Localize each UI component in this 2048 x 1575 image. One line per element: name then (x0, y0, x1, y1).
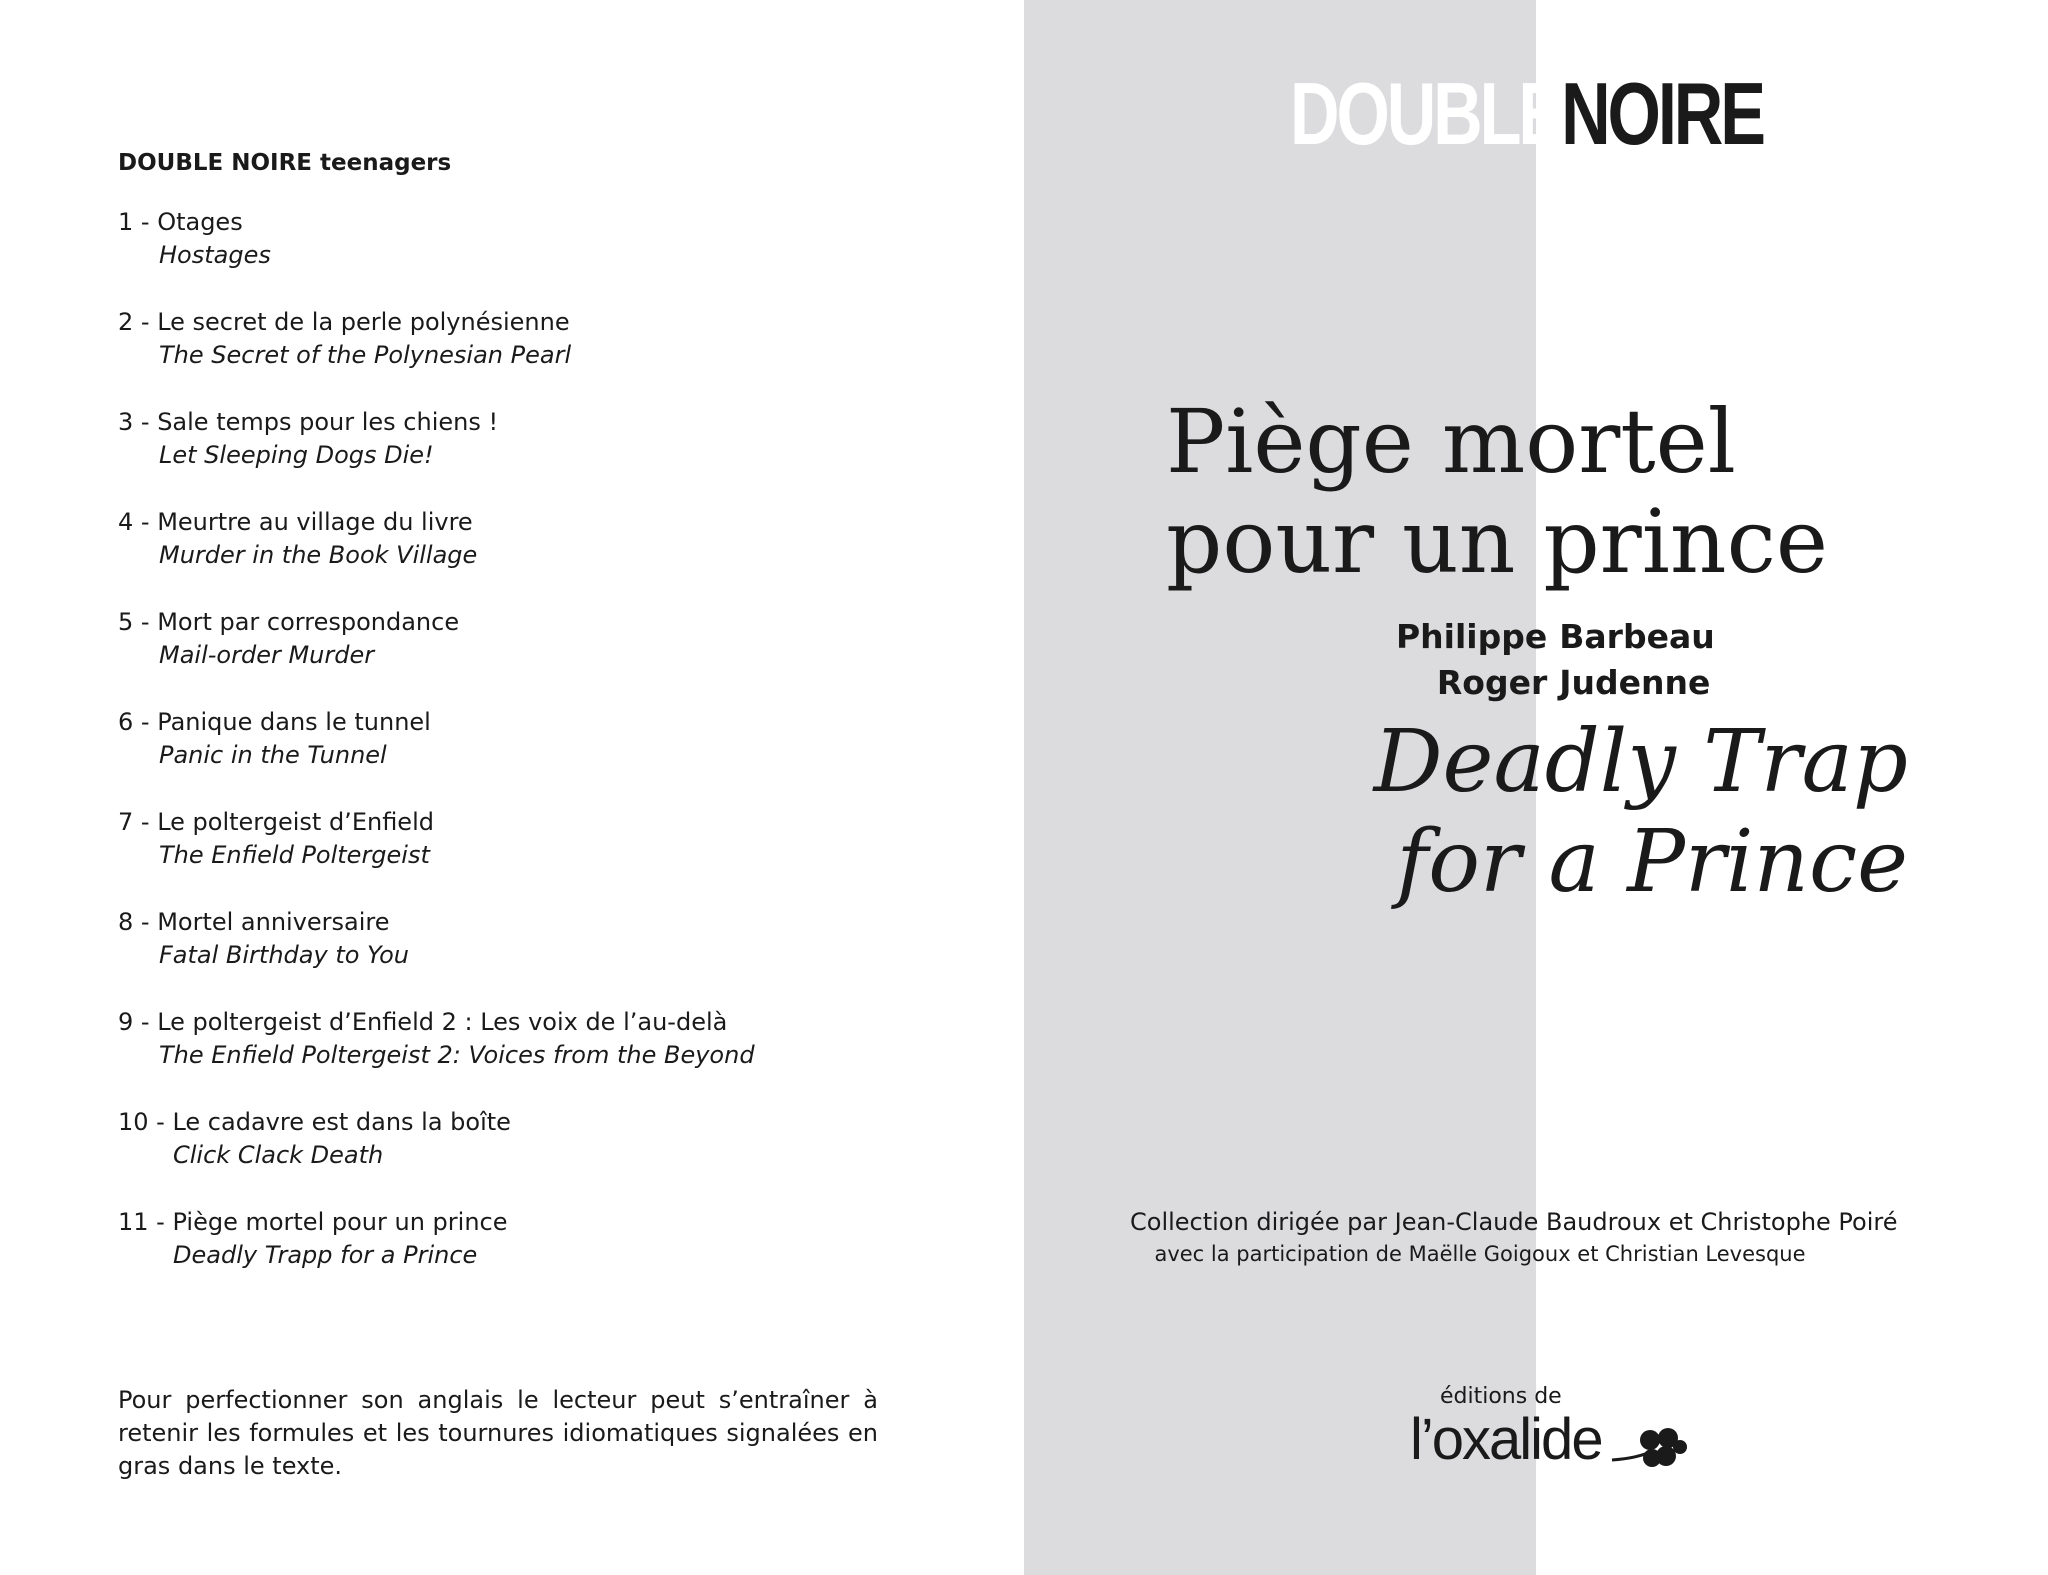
french-title (1166, 392, 1828, 592)
book-title-fr: 2 - Le secret de la perle polynésienne (118, 308, 570, 336)
list-item (118, 1206, 878, 1306)
french-title-line2: pour un prince (1166, 490, 1828, 593)
list-item (118, 406, 878, 506)
book-title-fr: 3 - Sale temps pour les chiens ! (118, 408, 499, 436)
book-title-fr: 6 - Panique dans le tunnel (118, 708, 431, 736)
book-title-fr: 4 - Meurtre au village du livre (118, 508, 473, 536)
author-row (1390, 614, 1721, 660)
book-title-en: The Secret of the Polynesian Pearl (159, 341, 572, 369)
english-title-line1: Deadly Trap (1373, 712, 1908, 812)
book-title-en: The Enfield Poltergeist 2: Voices from the Beyond (159, 1041, 755, 1069)
publisher-prefix: éditions de (1440, 1384, 1562, 1409)
book-title-en: Fatal Birthday to You (159, 941, 409, 969)
left-page (118, 150, 878, 1306)
book-title-fr: 7 - Le poltergeist d’Enfield (118, 808, 434, 836)
english-title-line2: for a Prince (1396, 812, 1908, 912)
english-title (1374, 712, 1908, 912)
series-logo (1290, 64, 1763, 164)
book-title-en: Hostages (159, 241, 271, 269)
book-list (118, 206, 878, 1306)
book-title-en: Click Clack Death (173, 1141, 384, 1169)
publisher-logo (1410, 1384, 1710, 1494)
list-item (118, 606, 878, 706)
author-first-name: Roger (1436, 663, 1548, 702)
logo-part-noire: NOIRE (1561, 64, 1763, 163)
book-title-fr: 1 - Otages (118, 208, 243, 236)
list-item (118, 906, 878, 1006)
clover-icon (1610, 1420, 1690, 1480)
french-title-line1: Piège mortel (1166, 390, 1736, 493)
list-item (118, 1006, 878, 1106)
publisher-name: l’oxalide (1410, 1407, 1602, 1472)
book-title-en: Panic in the Tunnel (159, 741, 387, 769)
book-title-en: Deadly Trapp for a Prince (173, 1241, 478, 1269)
author-first-name: Philippe (1396, 617, 1548, 656)
logo-part-double: DOUBLE (1290, 64, 1562, 163)
book-title-en: Let Sleeping Dogs Die! (159, 441, 434, 469)
credits-line2: avec la participation de Maëlle Goigoux et Christian Levesque (1154, 1242, 1806, 1266)
list-item (118, 1106, 878, 1206)
book-title-fr: 5 - Mort par correspondance (118, 608, 460, 636)
book-title-fr: 10 - Le cadavre est dans la boîte (118, 1108, 511, 1136)
series-title: DOUBLE NOIRE teenagers (118, 150, 452, 176)
list-item (118, 506, 878, 606)
book-title-en: Murder in the Book Village (159, 541, 478, 569)
list-item (118, 306, 878, 406)
book-title-en: The Enfield Poltergeist (159, 841, 430, 869)
book-title-en: Mail-order Murder (159, 641, 375, 669)
author-last-name: Judenne (1559, 663, 1711, 702)
list-item (118, 706, 878, 806)
authors (1390, 614, 1721, 706)
credits (1130, 1205, 1898, 1269)
author-last-name: Barbeau (1559, 617, 1715, 656)
credits-line1: Collection dirigée par Jean-Claude Baudroux et Christophe Poiré (1130, 1208, 1898, 1236)
book-title-fr: 11 - Piège mortel pour un prince (118, 1208, 508, 1236)
list-item (118, 806, 878, 906)
list-item (118, 206, 878, 306)
author-row (1390, 660, 1721, 706)
reader-note: Pour perfectionner son anglais le lecteur peut s’entraîner à retenir les formules et les tournures idiomatiques signalées en gras dans le texte. (118, 1386, 878, 1480)
book-title-fr: 9 - Le poltergeist d’Enfield 2 : Les voix de l’au-delà (118, 1008, 728, 1036)
book-title-fr: 8 - Mortel anniversaire (118, 908, 390, 936)
